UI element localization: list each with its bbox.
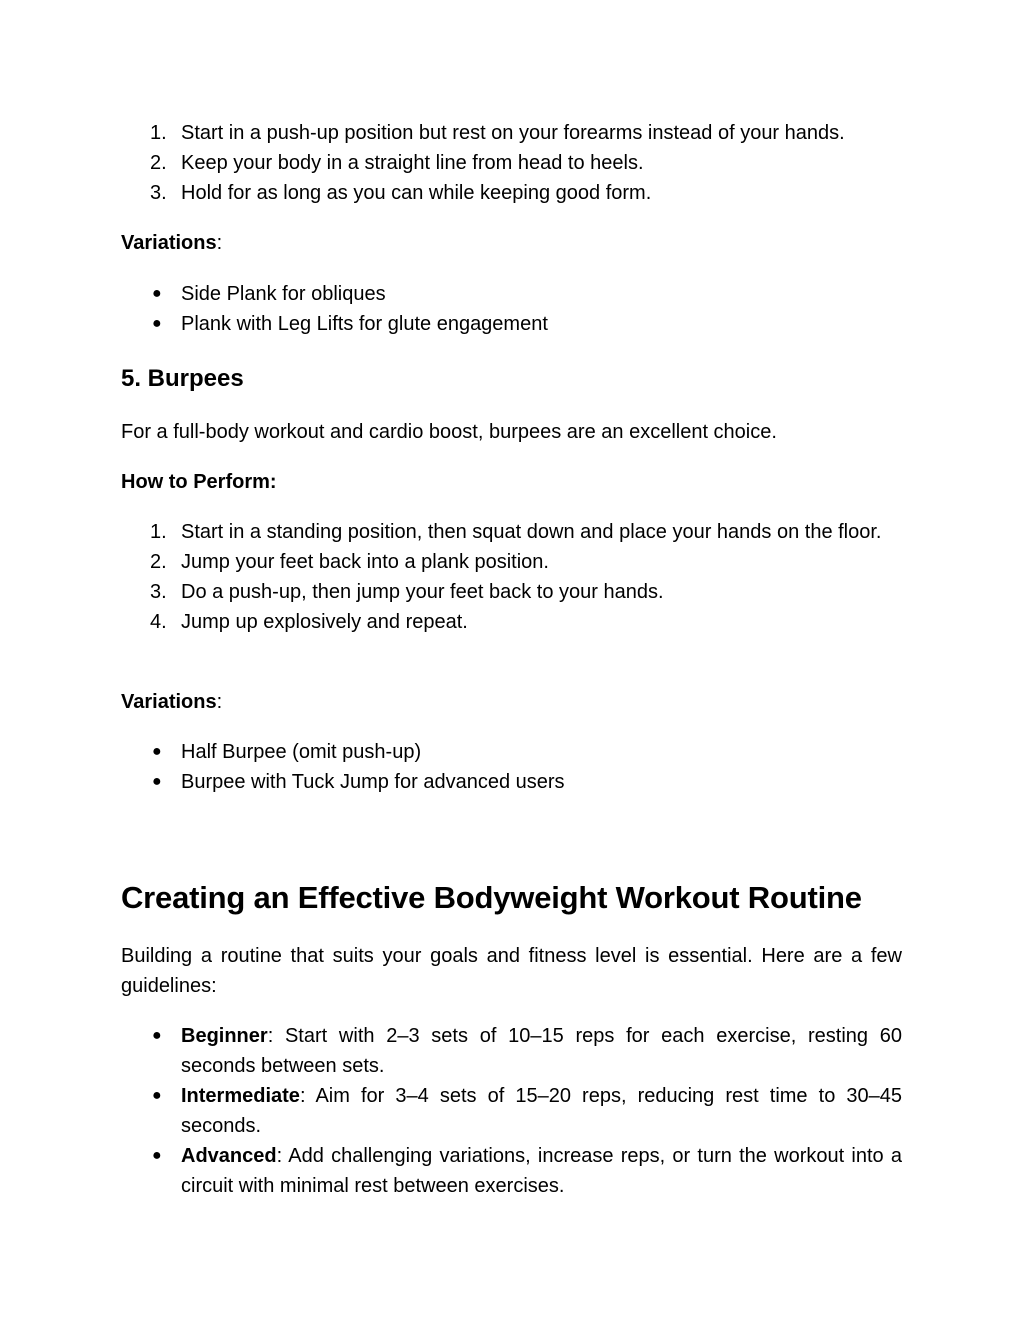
how-to-perform-label: How to Perform: [121, 471, 277, 493]
list-item [121, 607, 902, 637]
level-text: : Aim for 3–4 sets of 15–20 reps, reducing rest time to 30–45 seconds. [181, 1085, 902, 1137]
burpees-heading: 5. Burpees [121, 365, 244, 392]
list-item [121, 517, 902, 547]
list-number: 3. [150, 182, 167, 204]
bullet-icon: ● [152, 285, 162, 302]
list-number: 4. [150, 611, 167, 633]
variations-label: Variations [121, 232, 217, 254]
list-item-text: Jump your feet back into a plank position. [181, 551, 549, 573]
burpees-intro: For a full-body workout and cardio boost, burpees are an excellent choice. [121, 421, 777, 443]
list-number: 1. [150, 122, 167, 144]
list-item-text: Start in a standing position, then squat down and place your hands on the floor. [181, 521, 882, 543]
list-item [121, 178, 902, 208]
bullet-icon: ● [152, 1147, 162, 1164]
level-label: Advanced [181, 1145, 277, 1167]
bullet-icon: ● [152, 1027, 162, 1044]
list-item [121, 1021, 902, 1081]
list-number: 2. [150, 152, 167, 174]
plank-steps-list [121, 118, 902, 208]
variations-label: Variations [121, 691, 217, 713]
routine-levels-list [121, 1021, 902, 1201]
list-item [121, 547, 902, 577]
list-item [121, 767, 902, 797]
burpees-steps-list [121, 517, 902, 637]
burpees-variations-label [121, 687, 902, 717]
list-item [121, 577, 902, 607]
bullet-icon: ● [152, 1087, 162, 1104]
list-item-text: Keep your body in a straight line from head to heels. [181, 152, 644, 174]
level-label: Intermediate [181, 1085, 300, 1107]
list-number: 3. [150, 581, 167, 603]
list-item-text: Burpee with Tuck Jump for advanced users [181, 771, 565, 793]
routine-intro: Building a routine that suits your goals and fitness level is essential. Here are a few guidelines: [121, 945, 902, 997]
list-item-text: Side Plank for obliques [181, 283, 386, 305]
list-item-text: Half Burpee (omit push-up) [181, 741, 422, 763]
bullet-icon: ● [152, 773, 162, 790]
list-item [121, 118, 902, 148]
list-item-text: Plank with Leg Lifts for glute engagement [181, 313, 548, 335]
plank-variations-label [121, 228, 902, 258]
list-item-text: Do a push-up, then jump your feet back to your hands. [181, 581, 664, 603]
list-item-text: Start in a push-up position but rest on your forearms instead of your hands. [181, 122, 845, 144]
list-number: 1. [150, 521, 167, 543]
variations-colon: : [216, 232, 223, 254]
list-item [121, 1081, 902, 1141]
list-item [121, 279, 902, 309]
routine-heading: Creating an Effective Bodyweight Workout Routine [121, 880, 862, 915]
burpees-variations-list [121, 737, 902, 797]
list-item-text: Jump up explosively and repeat. [181, 611, 468, 633]
list-item [121, 1141, 902, 1201]
bullet-icon: ● [152, 315, 162, 332]
list-number: 2. [150, 551, 167, 573]
list-item [121, 309, 902, 339]
variations-colon: : [216, 691, 223, 713]
list-item [121, 737, 902, 767]
list-item-text: Hold for as long as you can while keeping good form. [181, 182, 652, 204]
level-label: Beginner [181, 1025, 268, 1047]
bullet-icon: ● [152, 743, 162, 760]
plank-variations-list [121, 279, 902, 339]
list-item [121, 148, 902, 178]
level-text: : Add challenging variations, increase reps, or turn the workout into a circuit with minimal rest between exercises. [181, 1145, 902, 1197]
level-text: : Start with 2–3 sets of 10–15 reps for each exercise, resting 60 seconds between sets. [181, 1025, 902, 1077]
